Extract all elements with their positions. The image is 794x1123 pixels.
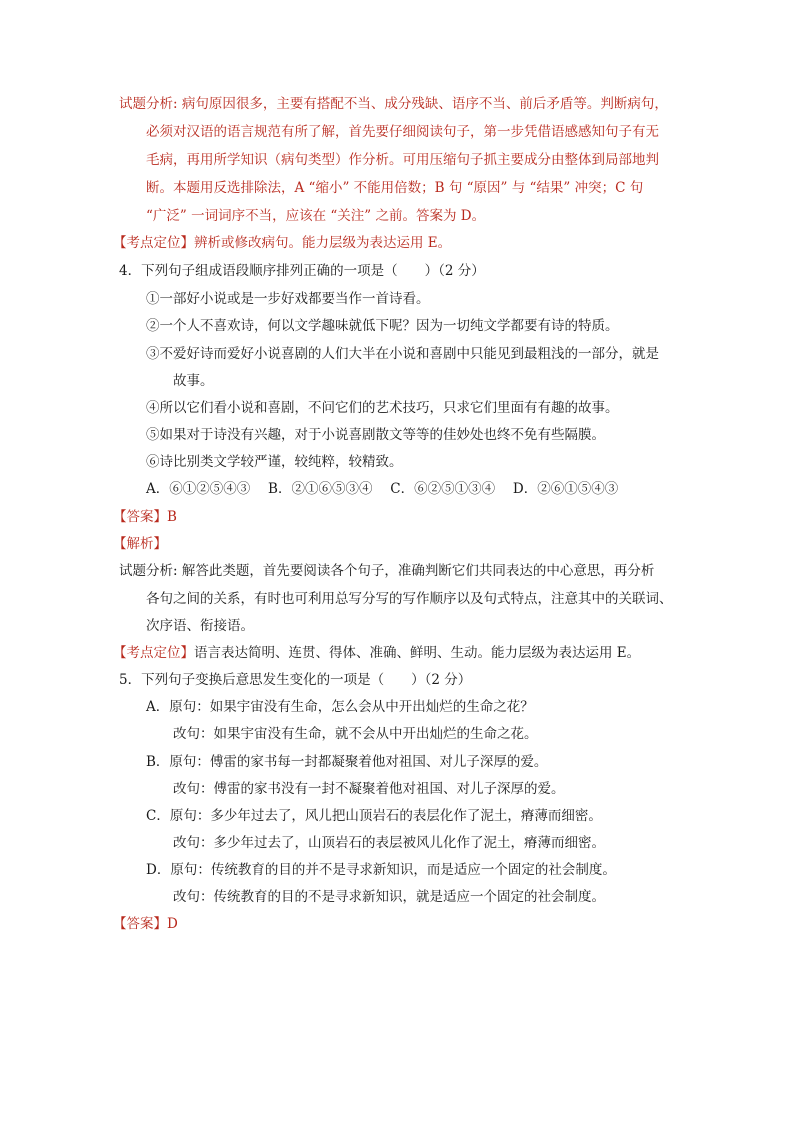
- q5-answer-row: [113, 914, 178, 934]
- q5-option-c-revised: 改句：多少年过去了，山顶岩石的表层被风儿化作了泥土，瘠薄而细密。: [173, 835, 605, 851]
- q4-answer-row: [113, 507, 177, 527]
- kaodian-label: 【考点定位】: [113, 645, 194, 661]
- q4-analysis-line-3: 次序语、衔接语。: [146, 618, 254, 634]
- analysis-line-5: “广泛” 一词词序不当，应该在 “关注” 之前。答案为 D。: [146, 208, 486, 224]
- kaodian-text: 辨析或修改病句。能力层级为表达运用 E。: [194, 235, 452, 251]
- answer-value: B: [167, 509, 177, 525]
- q4-sentence-4: ④所以它们看小说和喜剧，不问它们的艺术技巧，只求它们里面有有趣的故事。: [146, 400, 619, 416]
- q4-analysis-label-row: [113, 534, 167, 554]
- answer-label: 【答案】: [113, 509, 167, 525]
- q4-sentence-5: ⑤如果对于诗没有兴趣，对于小说喜剧散文等等的佳妙处也终不免有些隔膜。: [146, 427, 605, 443]
- analysis-line-2: 必须对汉语的语言规范有所了解，首先要仔细阅读句子，第一步凭借语感感知句子有无: [146, 124, 659, 140]
- q5-option-a-original: A．原句：如果宇宙没有生命，怎么会从中开出灿烂的生命之花？: [146, 699, 534, 715]
- q4-analysis-line-1: 试题分析: 解答此类题，首先要阅读各个句子，准确判断它们共同表达的中心意思，再分析: [119, 563, 655, 579]
- kaodian-row-2: [113, 643, 640, 663]
- q4-sentence-3-cont: 故事。: [173, 373, 214, 389]
- answer-value: D: [167, 916, 178, 932]
- q4-sentence-2: ②一个人不喜欢诗，何以文学趣味就低下呢？因为一切纯文学都要有诗的特质。: [146, 318, 619, 334]
- q5-option-a-revised: 改句：如果宇宙没有生命，就不会从中开出灿烂的生命之花。: [173, 726, 538, 742]
- q5-option-c-original: C．原句：多少年过去了，风儿把山顶岩石的表层化作了泥土，瘠薄而细密。: [146, 808, 602, 824]
- q4-sentence-3: ③不爱好诗而爱好小说喜剧的人们大半在小说和喜剧中只能见到最粗浅的一部分，就是: [146, 346, 659, 362]
- q4-sentence-6: ⑥诗比别类文学较严谨，较纯粹，较精致。: [146, 454, 403, 470]
- q5-option-d-original: D．原句：传统教育的目的并不是寻求新知识，而是适应一个固定的社会制度。: [146, 862, 616, 878]
- q4-analysis-line-2: 各句之间的关系，有时也可利用总写分写的写作顺序以及句式特点，注意其中的关联词、: [146, 591, 673, 607]
- q5-option-d-revised: 改句：传统教育的目的不是寻求新知识，就是适应一个固定的社会制度。: [173, 889, 605, 905]
- analysis-line-1: 试题分析: 病句原因很多，主要有搭配不当、成分残缺、语序不当、前后矛盾等。判断病句，: [119, 96, 668, 112]
- question-4-stem: 4．下列句子组成语段顺序排列正确的一项是（ ）（2 分）: [119, 263, 485, 279]
- kaodian-label: 【考点定位】: [113, 235, 194, 251]
- kaodian-text: 语言表达简明、连贯、得体、准确、鲜明、生动。能力层级为表达运用 E。: [194, 645, 641, 661]
- analysis-line-4: 断。本题用反选排除法，A “缩小” 不能用倍数；B 句 “原因” 与 “结果” 冲突；C 句: [146, 180, 644, 196]
- kaodian-row-1: [113, 233, 451, 253]
- q4-sentence-1: ①一部好小说或是一步好戏都要当作一首诗看。: [146, 291, 430, 307]
- answer-label: 【答案】: [113, 916, 167, 932]
- analysis-label: 【解析】: [113, 536, 167, 552]
- q5-option-b-revised: 改句：傅雷的家书没有一封不凝聚着他对祖国、对儿子深厚的爱。: [173, 781, 565, 797]
- q4-options: A．⑥①②⑤④③ B．②①⑥⑤③④ C．⑥②⑤①③④ D．②⑥①⑤④③: [146, 481, 619, 497]
- question-5-stem: 5．下列句子变换后意思发生变化的一项是（ ）（2 分）: [119, 672, 472, 688]
- analysis-line-3: 毛病，再用所学知识（病句类型）作分析。可用压缩句子抓主要成分由整体到局部地判: [146, 152, 659, 168]
- q5-option-b-original: B．原句：傅雷的家书每一封都凝聚着他对祖国、对儿子深厚的爱。: [146, 754, 548, 770]
